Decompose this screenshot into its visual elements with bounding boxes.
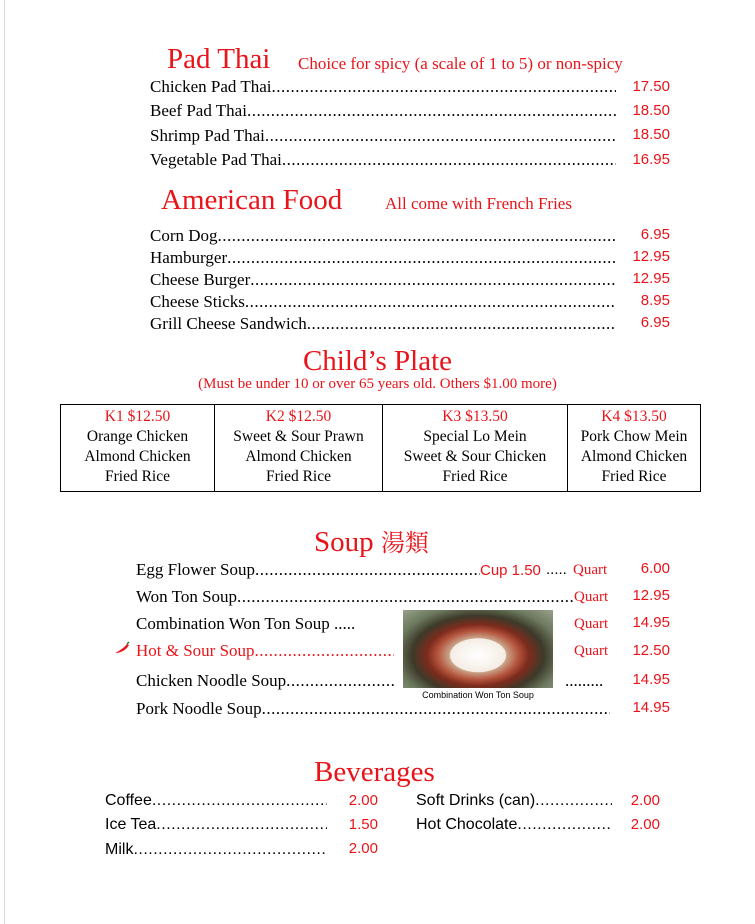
menu-item: [150, 150, 616, 170]
item-name: Hot & Sour Soup: [136, 641, 255, 660]
item-price: 2.00: [630, 816, 660, 833]
cup-price: Cup 1.50: [480, 562, 541, 579]
quart-label: Quart: [574, 643, 609, 659]
item-price: 18.50: [632, 102, 670, 119]
menu-item: [150, 248, 616, 268]
item-price: 12.95: [632, 248, 670, 265]
beverage-item: [105, 841, 327, 859]
plate-line: Fried Rice: [601, 468, 667, 485]
item-price: 12.50: [632, 642, 670, 659]
pad-thai-title: Pad Thai: [167, 43, 271, 75]
plate-line: Fried Rice: [105, 468, 170, 485]
plate-line: Orange Chicken: [86, 428, 189, 445]
plate-line: Almond Chicken: [580, 448, 688, 465]
item-price: 2.00: [348, 792, 378, 809]
menu-item: [150, 226, 616, 246]
item-name: Hamburger: [150, 248, 228, 267]
menu-item: [150, 314, 616, 334]
beverage-item: [105, 816, 327, 834]
item-name: Chicken Noodle Soup: [136, 671, 287, 690]
american-food-title: American Food: [161, 184, 343, 216]
item-price: 12.95: [632, 587, 670, 604]
item-price: 12.95: [632, 270, 670, 287]
item-price: 14.95: [632, 699, 670, 716]
plate-cell: [383, 405, 568, 492]
item-name: Shrimp Pad Thai: [150, 126, 265, 145]
soup-item-name: Combination Won Ton Soup .....: [136, 614, 356, 633]
plate-cell: [568, 405, 701, 492]
plate-line: Pork Chow Mein: [580, 428, 688, 445]
soup-title-chinese: 湯類: [380, 531, 429, 557]
plate-cell: [61, 405, 215, 492]
item-price: 1.50: [348, 816, 378, 833]
item-name: Won Ton Soup: [136, 587, 238, 606]
table-row: [61, 405, 701, 492]
plate-code: K2 $12.50: [265, 408, 332, 425]
item-name: Vegetable Pad Thai: [150, 150, 282, 169]
item-name: Milk: [105, 841, 134, 858]
beverage-item: [416, 792, 612, 810]
pad-thai-note: Choice for spicy (a scale of 1 to 5) or non-spicy: [298, 54, 623, 73]
soup-photo-caption: Combination Won Ton Soup: [422, 690, 534, 700]
item-name: Hot Chocolate: [416, 816, 518, 833]
beverage-item: [105, 792, 327, 810]
childs-plate-table: [60, 404, 701, 492]
soup-item: [136, 671, 394, 691]
soup-title-text: Soup: [314, 526, 374, 558]
item-price: 18.50: [632, 126, 670, 143]
plate-code: K3 $13.50: [442, 408, 508, 425]
plate-line: Sweet & Sour Prawn: [233, 428, 364, 445]
item-name: Soft Drinks (can): [416, 792, 536, 809]
plate-line: Almond Chicken: [84, 448, 191, 465]
plate-cell: [215, 405, 383, 492]
menu-item: [150, 101, 616, 121]
item-name: Ice Tea: [105, 816, 157, 833]
item-name: Coffee: [105, 792, 152, 809]
item-price: 17.50: [632, 78, 670, 95]
plate-line: Special Lo Mein: [423, 428, 527, 445]
item-name: Beef Pad Thai: [150, 101, 247, 120]
beverage-item: [416, 816, 612, 834]
menu-item: [150, 292, 616, 312]
soup-item: [136, 560, 480, 580]
quart-label: Quart: [574, 589, 609, 605]
menu-item: [150, 126, 616, 146]
item-price: 2.00: [348, 840, 378, 857]
quart-label: Quart: [573, 562, 608, 578]
soup-item: [136, 641, 394, 661]
menu-item: [150, 77, 616, 97]
item-price: 16.95: [632, 151, 670, 168]
item-price: 2.00: [630, 792, 660, 809]
soup-photo: [403, 610, 553, 688]
item-name: Pork Noodle Soup: [136, 699, 262, 718]
beverages-title: Beverages: [314, 756, 435, 788]
item-price: 6.95: [640, 226, 670, 243]
american-food-note: All come with French Fries: [385, 194, 572, 213]
plate-line: Fried Rice: [266, 468, 331, 485]
quart-label: Quart: [574, 616, 609, 632]
item-name: Egg Flower Soup: [136, 560, 255, 579]
item-price: 8.95: [640, 292, 670, 309]
item-price: 6.00: [640, 560, 670, 577]
plate-code: K1 $12.50: [104, 408, 171, 425]
soup-item: [136, 699, 610, 719]
item-price: 14.95: [632, 671, 670, 688]
plate-line: Sweet & Sour Chicken: [403, 448, 547, 465]
childs-plate-note: (Must be under 10 or over 65 years old. Others $1.00 more): [198, 376, 557, 392]
chili-pepper-icon: [114, 641, 130, 655]
item-name: Chicken Pad Thai: [150, 77, 272, 96]
childs-plate-title: Child’s Plate: [302, 345, 453, 377]
item-name: Cheese Sticks: [150, 292, 245, 311]
item-price: 14.95: [632, 614, 670, 631]
soup-title: [314, 523, 429, 559]
plate-line: Fried Rice: [442, 468, 508, 485]
item-name: Cheese Burger: [150, 270, 251, 289]
page-edge: [4, 0, 5, 924]
item-name: Grill Cheese Sandwich: [150, 314, 307, 333]
item-price: 6.95: [640, 314, 670, 331]
plate-line: Almond Chicken: [245, 448, 352, 465]
plate-code: K4 $13.50: [601, 408, 667, 425]
menu-item: [150, 270, 616, 290]
item-name: Corn Dog: [150, 226, 218, 245]
soup-item: [136, 587, 573, 607]
